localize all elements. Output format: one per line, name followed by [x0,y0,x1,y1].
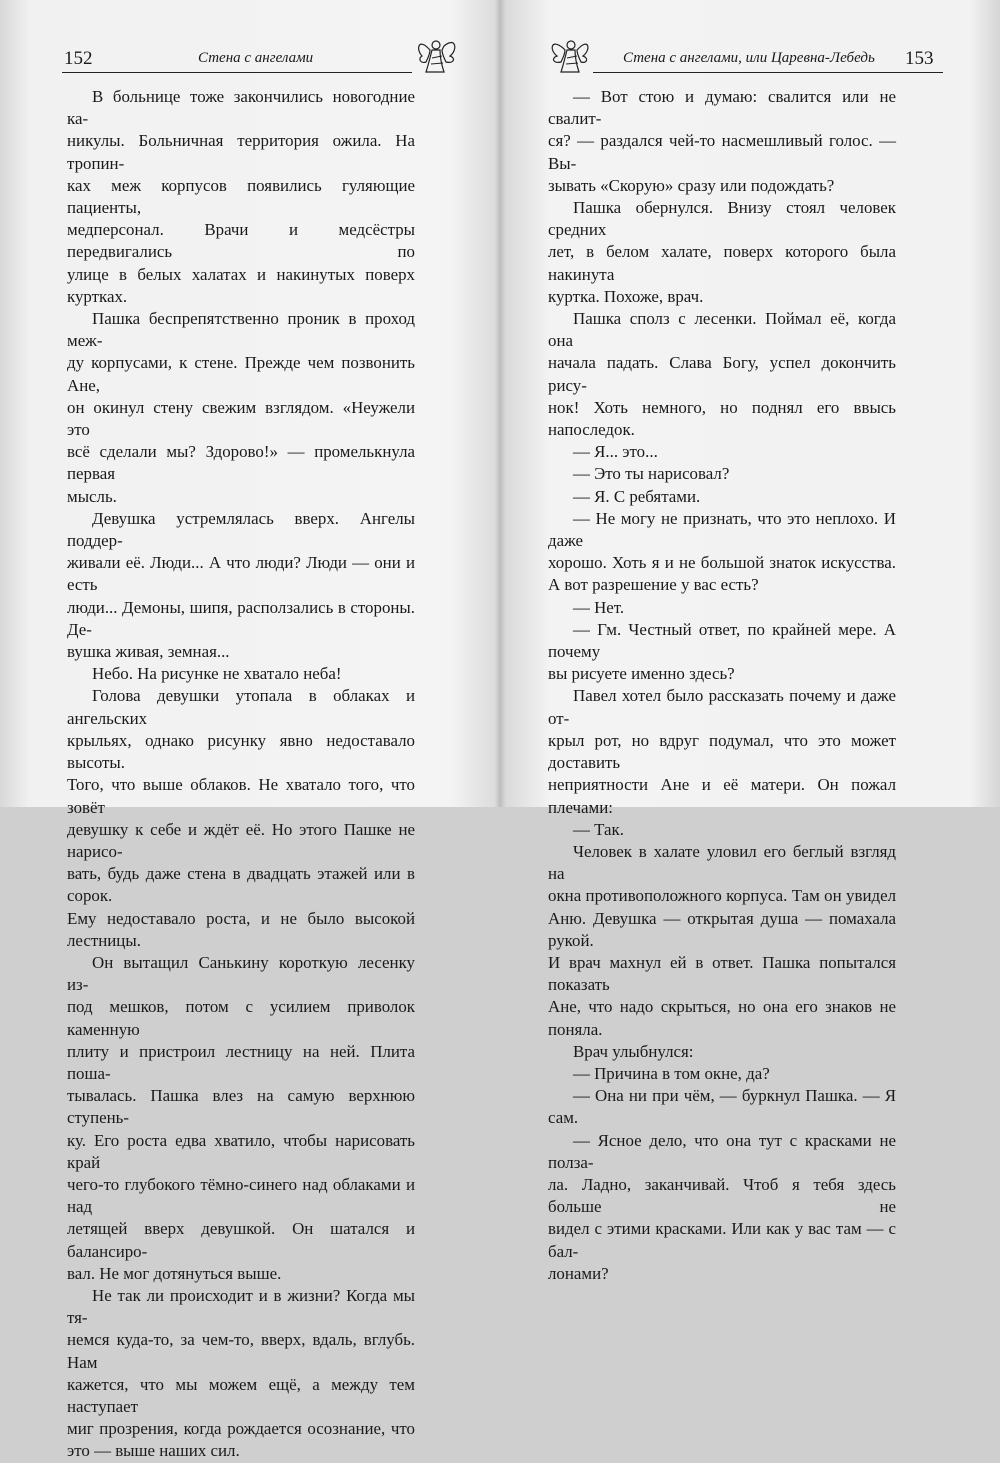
text-line: Павел хотел было рассказать почему и даже от- [548,686,896,728]
text-line: вал. Не мог дотянуться выше. [67,1263,282,1283]
text-line: Не так ли происходит и в жизни? Когда мы тя- [67,1285,415,1328]
text-line: ку. Его роста едва хватило, чтобы нарисовать край [67,1130,415,1172]
text-line: крыл рот, но вдруг подумал, что это может доставить [548,730,896,773]
text-line: люди... Демоны, шипя, расползались в стороны. Де- [67,597,415,639]
text-line: Того, что выше облаков. Не хватало того, что зовёт [67,775,415,817]
text-line: мысль. [67,486,117,506]
text-line: начала падать. Слава Богу, успел докончить рису- [548,353,896,395]
text-line: Ане, что надо скрыться, но она его знаков не поняла. [548,997,896,1039]
right-page-header [543,40,943,80]
right-page-number: 153 [905,48,934,69]
text-line: Пашка обернулся. Внизу стоял человек средних [548,198,896,240]
angel-ornament-icon [547,36,593,76]
text-line: — Нет. [573,597,625,617]
text-line: — Это ты нарисовал? [573,464,730,484]
left-running-title: Стена с ангелами [198,50,314,66]
text-line: Голова девушки утопала в облаках и ангельских [67,686,415,728]
right-page [505,0,1000,1283]
left-page-header [62,40,412,80]
text-line: — Так. [573,819,624,839]
text-line: — Не могу не признать, что это неплохо. И даже [548,508,896,551]
left-page-number: 152 [64,48,93,69]
text-line: ся? — раздался чей-то насмешливый голос. — Вы- [548,131,896,173]
text-line: кажется, что мы можем ещё, а между тем наступает [67,1374,415,1416]
text-line: лонами? [548,1263,609,1283]
left-header-rule [62,72,412,73]
text-line: он окинул стену свежим взглядом. «Неужели это [67,397,415,440]
text-line: куртка. Похоже, врач. [548,286,704,306]
left-page [0,0,495,1461]
text-line: — Вот стою и думаю: свалится или не свалит- [548,87,896,129]
text-line: — Причина в том окне, да? [573,1063,770,1083]
text-line: вушка живая, земная... [67,642,230,662]
text-line: девушку к себе и ждёт её. Но этого Пашке не нарисо- [67,819,415,861]
text-line: тывалась. Пашка влез на самую верхнюю ступень- [67,1086,415,1128]
text-line: вы рисуете именно здесь? [548,664,735,684]
text-line: Аню. Девушка — открытая душа — помахала рукой. [548,908,896,950]
text-line: Врач улыбнулся: [573,1041,694,1061]
text-line: крыльях, однако рисунку явно недоставало высоты. [67,730,415,773]
text-line: Он вытащил Санькину короткую лесенку из- [67,952,415,995]
text-line: Небо. На рисунке не хватало неба! [92,664,342,684]
text-line: видел с этими красками. Или как у вас там — с бал- [548,1219,896,1261]
text-line: Девушка устремлялась вверх. Ангелы поддер- [67,508,415,551]
text-line: — Я... это... [573,442,658,462]
text-line: улице в белых халатах и накинутых поверх куртках. [67,264,415,306]
text-line: — Гм. Честный ответ, по крайней мере. А почему [548,619,896,662]
text-line: А вот разрешение у вас есть? [548,575,759,595]
text-line: — Я. С ребятами. [573,486,701,506]
text-line: Пашка сполз с лесенки. Поймал её, когда она [548,309,896,351]
text-line: зывать «Скорую» сразу или подождать? [548,175,835,195]
text-line: плиту и пристроил лестницу на ней. Плита поша- [67,1041,415,1083]
text-line: летящей вверх девушкой. Он шатался и балансиро- [67,1219,415,1261]
right-header-rule [593,72,943,73]
text-line: это — выше наших сил. [67,1441,240,1461]
text-line: живали её. Люди... А что люди? Люди — они и есть [67,553,415,595]
text-line: вать, будь даже стена в двадцать этажей или в сорок. [67,864,415,906]
text-line: неприятности Ане и её матери. Он пожал плечами: [548,775,896,817]
right-running-title: Стена с ангелами, или Царевна-Лебедь [623,50,875,66]
text-line: под мешков, потом с усилием приволок каменную [67,997,415,1039]
text-line: всё сделали мы? Здорово!» — промелькнула первая [67,442,415,484]
text-line: чего-то глубокого тёмно-синего над облаками и над [67,1174,415,1217]
text-line: — Ясное дело, что она тут с красками не полза- [548,1130,896,1172]
text-line: — Она ни при чём, — буркнул Пашка. — Я сам. [548,1086,896,1128]
text-line: Человек в халате уловил его беглый взгляд на [548,841,896,884]
text-line: В больнице тоже закончились новогодние ка- [67,87,415,129]
text-line: немся куда-то, за чем-то, вверх, вдаль, вглубь. Нам [67,1330,415,1372]
text-line: ках меж корпусов появились гуляющие пациенты, [67,175,415,218]
text-line: ду корпусами, к стене. Прежде чем позвонить Ане, [67,353,415,395]
text-line: И врач махнул ей в ответ. Пашка попытался показать [548,952,896,995]
left-page-body [67,86,415,1463]
text-line: Ему недоставало роста, и не было высокой лестницы. [67,908,415,950]
right-page-body [548,86,896,1285]
text-line: нок! Хоть немного, но поднял его ввысь напоследок. [548,397,896,440]
angel-ornament-icon [414,36,460,76]
text-line: никулы. Больничная территория ожила. На тропин- [67,131,415,173]
text-line: Пашка беспрепятственно проник в проход меж- [67,309,415,351]
text-line: лет, в белом халате, поверх которого была накинута [548,242,896,284]
text-line: миг прозрения, когда рождается осознание, что [67,1419,415,1439]
text-line: ла. Ладно, заканчивай. Чтоб я тебя здесь больше не [548,1174,896,1217]
text-line: медперсонал. Врачи и медсёстры передвигались по [67,220,415,262]
text-line: окна противоположного корпуса. Там он увидел [548,886,896,906]
text-line: хорошо. Хоть я и не большой знаток искусства. [548,553,896,573]
